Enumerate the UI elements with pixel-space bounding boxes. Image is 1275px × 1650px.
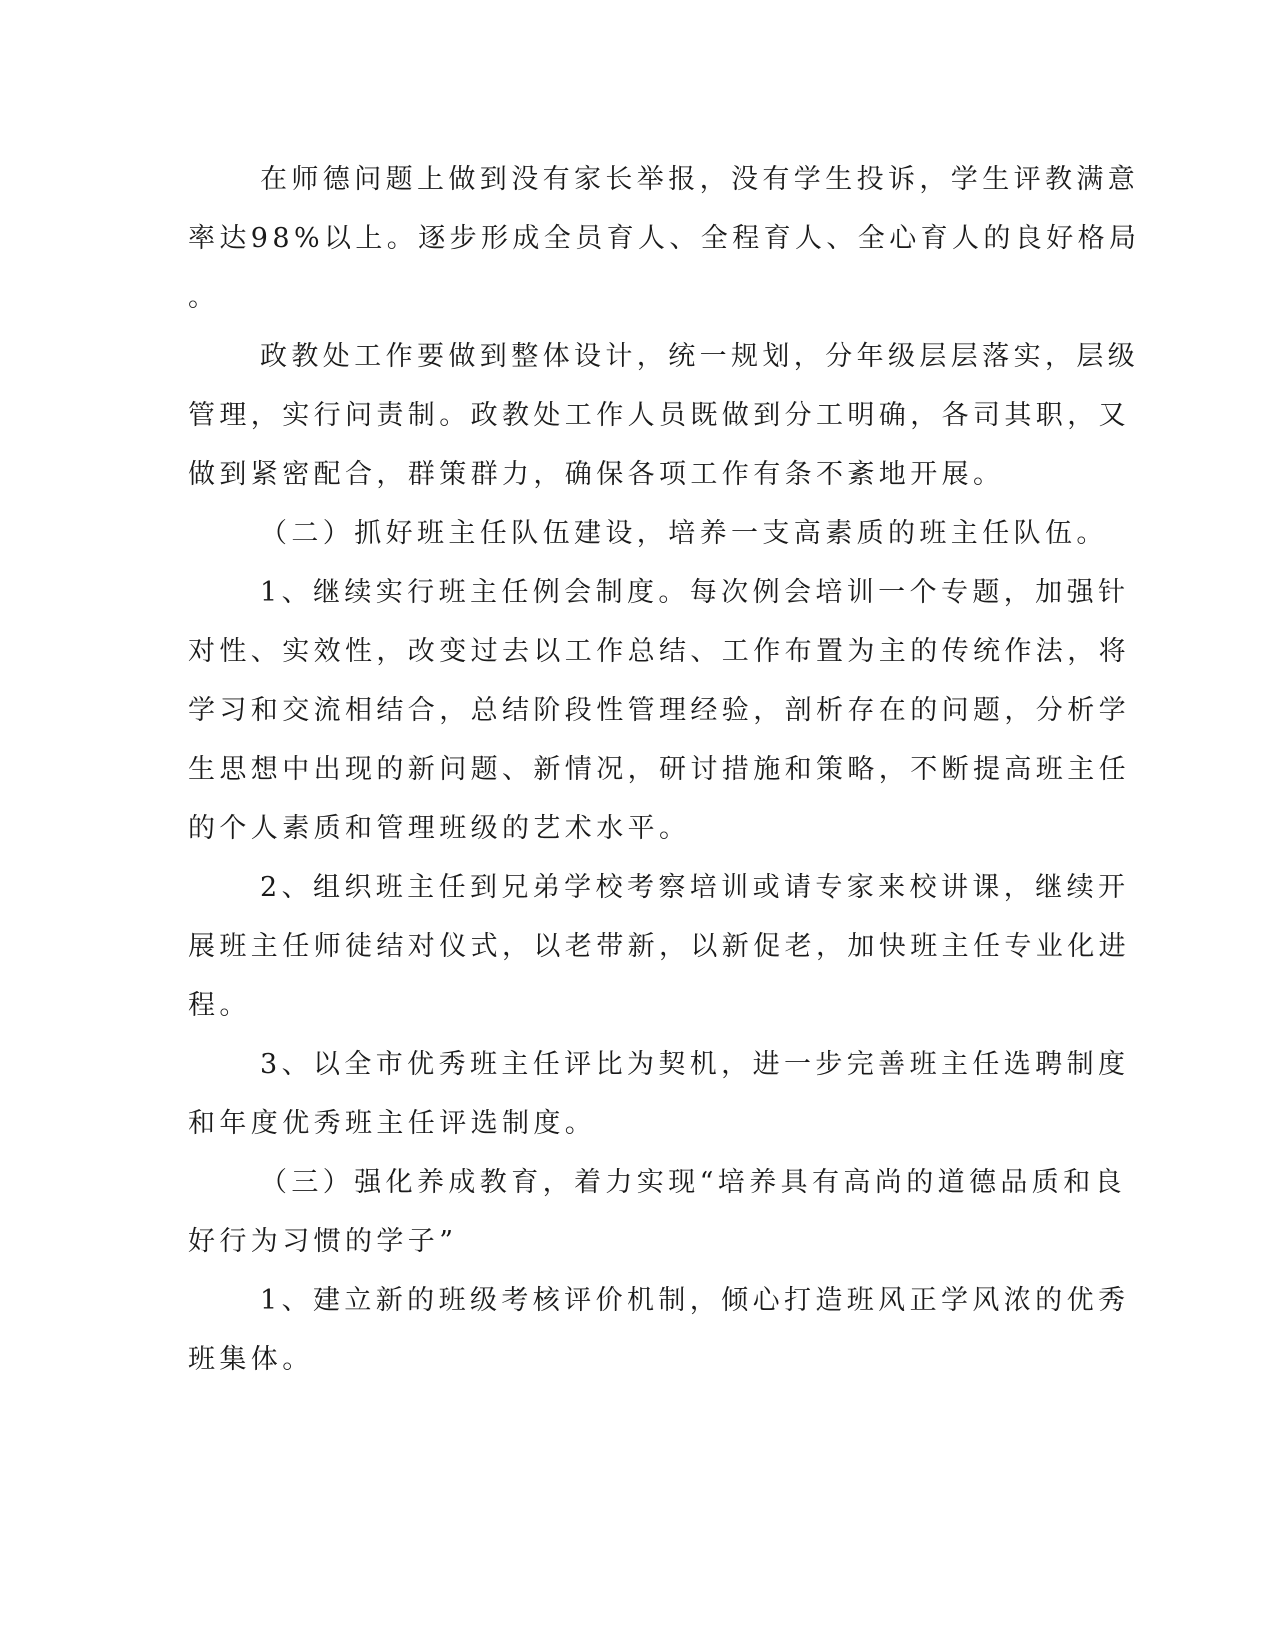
text-line: 和年度优秀班主任评选制度。 (188, 1108, 597, 1139)
section-heading: 好行为习惯的学子” (188, 1226, 458, 1257)
text-line: 班集体。 (188, 1344, 314, 1375)
text-line: 展班主任师徒结对仪式，以老带新，以新促老，加快班主任专业化进 (188, 931, 1130, 962)
text-line: 1、建立新的班级考核评价机制，倾心打造班风正学风浓的优秀 (260, 1285, 1130, 1316)
section-heading: （三）强化养成教育，着力实现“培养具有高尚的道德品质和良 (260, 1167, 1127, 1198)
text-line: 1、继续实行班主任例会制度。每次例会培训一个专题，加强针 (260, 577, 1130, 608)
text-line: 对性、实效性，改变过去以工作总结、工作布置为主的传统作法，将 (188, 636, 1130, 667)
text-line: 2、组织班主任到兄弟学校考察培训或请专家来校讲课，继续开 (260, 872, 1130, 903)
text-line: 程。 (188, 990, 251, 1021)
text-line: 在师德问题上做到没有家长举报，没有学生投诉，学生评教满意 (260, 164, 1140, 195)
text-line: 管理，实行问责制。政教处工作人员既做到分工明确，各司其职，又 (188, 400, 1130, 431)
text-line: 政教处工作要做到整体设计，统一规划，分年级层层落实，层级 (260, 341, 1140, 372)
section-heading: （二）抓好班主任队伍建设，培养一支高素质的班主任队伍。 (260, 518, 1108, 549)
text-line: 生思想中出现的新问题、新情况，研讨措施和策略，不断提高班主任 (188, 754, 1130, 785)
text-line: 做到紧密配合，群策群力，确保各项工作有条不紊地开展。 (188, 459, 1005, 490)
text-line: 3、以全市优秀班主任评比为契机，进一步完善班主任选聘制度 (260, 1049, 1130, 1080)
text-line: 学习和交流相结合，总结阶段性管理经验，剖析存在的问题，分析学 (188, 695, 1130, 726)
text-line: 率达98%以上。逐步形成全员育人、全程育人、全心育人的良好格局 (188, 223, 1141, 254)
text-line: 的个人素质和管理班级的艺术水平。 (188, 813, 691, 844)
text-line: 。 (188, 282, 220, 313)
